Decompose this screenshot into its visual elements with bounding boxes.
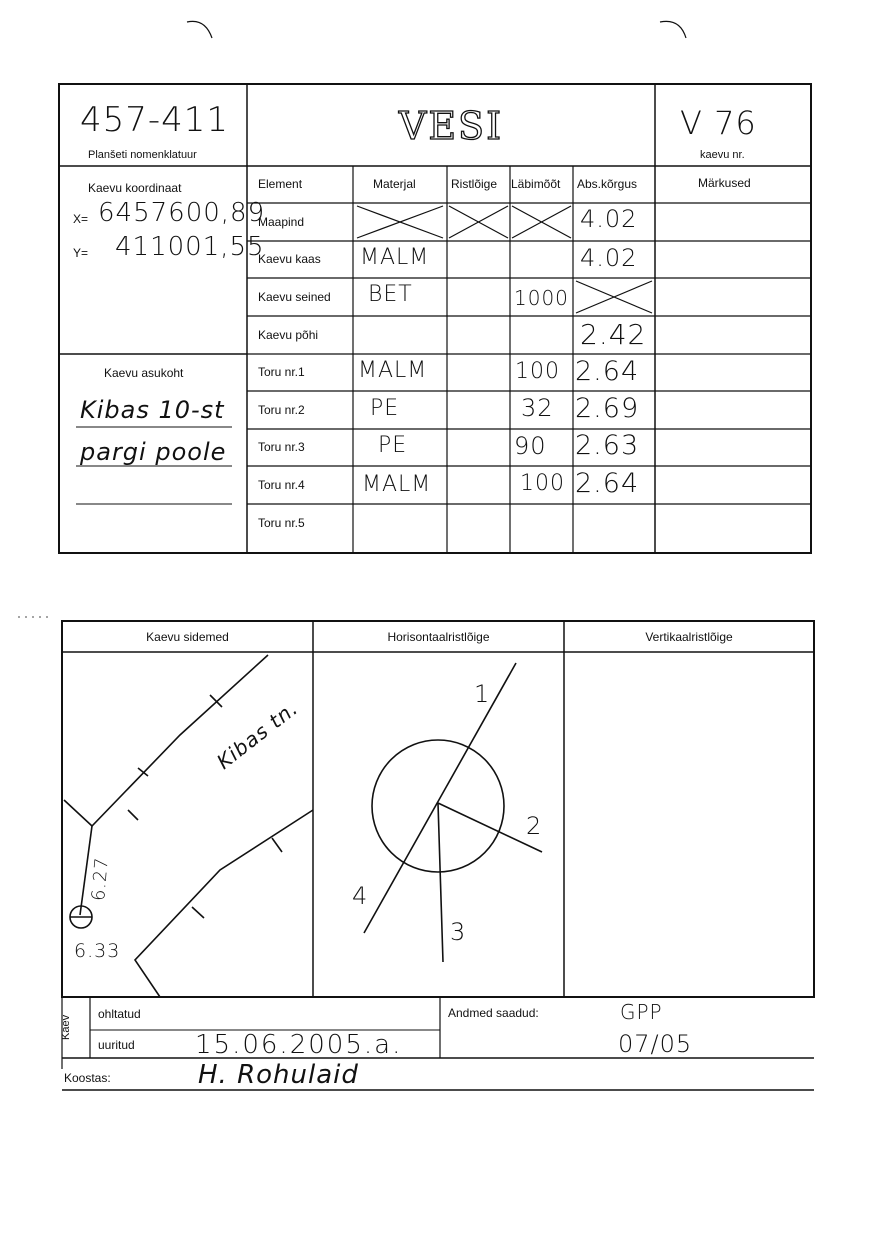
location-line2: pargi poole: [80, 438, 227, 466]
row-abs: 2.69: [575, 393, 640, 424]
measured-date: 15.06.2005.a.: [195, 1030, 403, 1060]
row-diam: 100: [520, 471, 565, 496]
distance-1: 6.27: [88, 856, 113, 902]
page-title: VESI: [398, 104, 504, 148]
checked-label: ohltatud: [98, 1007, 141, 1021]
row-diam: 90: [514, 432, 547, 460]
author-name: H. Rohulaid: [198, 1060, 359, 1090]
row-element: Kaevu kaas: [258, 252, 321, 266]
row-material: PE: [370, 396, 400, 421]
row-abs: 4.02: [580, 205, 638, 233]
row-element: Maapind: [258, 215, 305, 229]
location-caption: Kaevu asukoht: [104, 366, 184, 380]
well-caption: kaevu nr.: [700, 149, 745, 161]
data-label: Andmed saadud:: [448, 1006, 539, 1020]
distance-2: 6.33: [74, 940, 121, 962]
plan-caption: Planšeti nomenklatuur: [88, 149, 197, 161]
row-element: Toru nr.1: [258, 365, 305, 379]
col-abs: Abs.kõrgus: [577, 177, 638, 191]
row-material: BET: [368, 282, 413, 307]
row-material: MALM: [362, 472, 432, 497]
author-label: Koostas:: [64, 1071, 111, 1085]
pipe-1-label: 1: [474, 680, 491, 708]
horizontal-header: Horisontaalristlõige: [387, 630, 490, 644]
row-abs: 4.02: [580, 244, 638, 272]
x-value: 6457600,89: [98, 198, 266, 228]
row-element: Kaevu seined: [258, 290, 331, 304]
col-cross: Ristlõige: [451, 177, 498, 191]
row-diam: 1000: [514, 286, 569, 310]
plan-number: 457-411: [80, 100, 230, 140]
row-element: Toru nr.5: [258, 516, 305, 530]
row-abs: 2.64: [575, 468, 640, 499]
location-line1: Kibas 10-st: [80, 396, 225, 424]
col-material: Materjal: [373, 177, 416, 191]
y-value: 411001,55: [115, 232, 265, 262]
measured-label: uuritud: [98, 1038, 135, 1052]
row-material: MALM: [360, 245, 430, 270]
row-diam: 32: [521, 394, 554, 422]
col-element: Element: [258, 177, 303, 191]
pipe-2-label: 2: [526, 812, 543, 840]
well-side-label: Kaev: [60, 1014, 72, 1040]
row-diam: 100: [515, 359, 560, 384]
col-diam: Läbimõõt: [511, 177, 561, 191]
row-element: Toru nr.3: [258, 440, 305, 454]
row-element: Toru nr.4: [258, 478, 305, 492]
row-material: MALM: [358, 358, 428, 383]
row-abs: 2.42: [580, 318, 647, 351]
well-number: V 76: [680, 104, 757, 142]
row-abs: 2.63: [575, 430, 640, 461]
row-element: Toru nr.2: [258, 403, 305, 417]
col-notes: Märkused: [698, 176, 751, 190]
data-source: GPP: [620, 1000, 663, 1024]
vertical-header: Vertikaalristlõige: [645, 630, 733, 644]
pipe-3-label: 3: [450, 918, 467, 946]
street-label: Kibas tn.: [212, 695, 303, 774]
ties-header: Kaevu sidemed: [146, 630, 229, 644]
row-abs: 2.64: [575, 356, 640, 387]
row-element: Kaevu põhi: [258, 328, 319, 342]
x-label: X=: [73, 212, 89, 226]
coords-caption: Kaevu koordinaat: [88, 181, 182, 195]
pipe-4-label: 4: [352, 882, 369, 910]
y-label: Y=: [73, 246, 89, 260]
row-material: PE: [378, 433, 408, 458]
data-ref: 07/05: [618, 1030, 693, 1058]
